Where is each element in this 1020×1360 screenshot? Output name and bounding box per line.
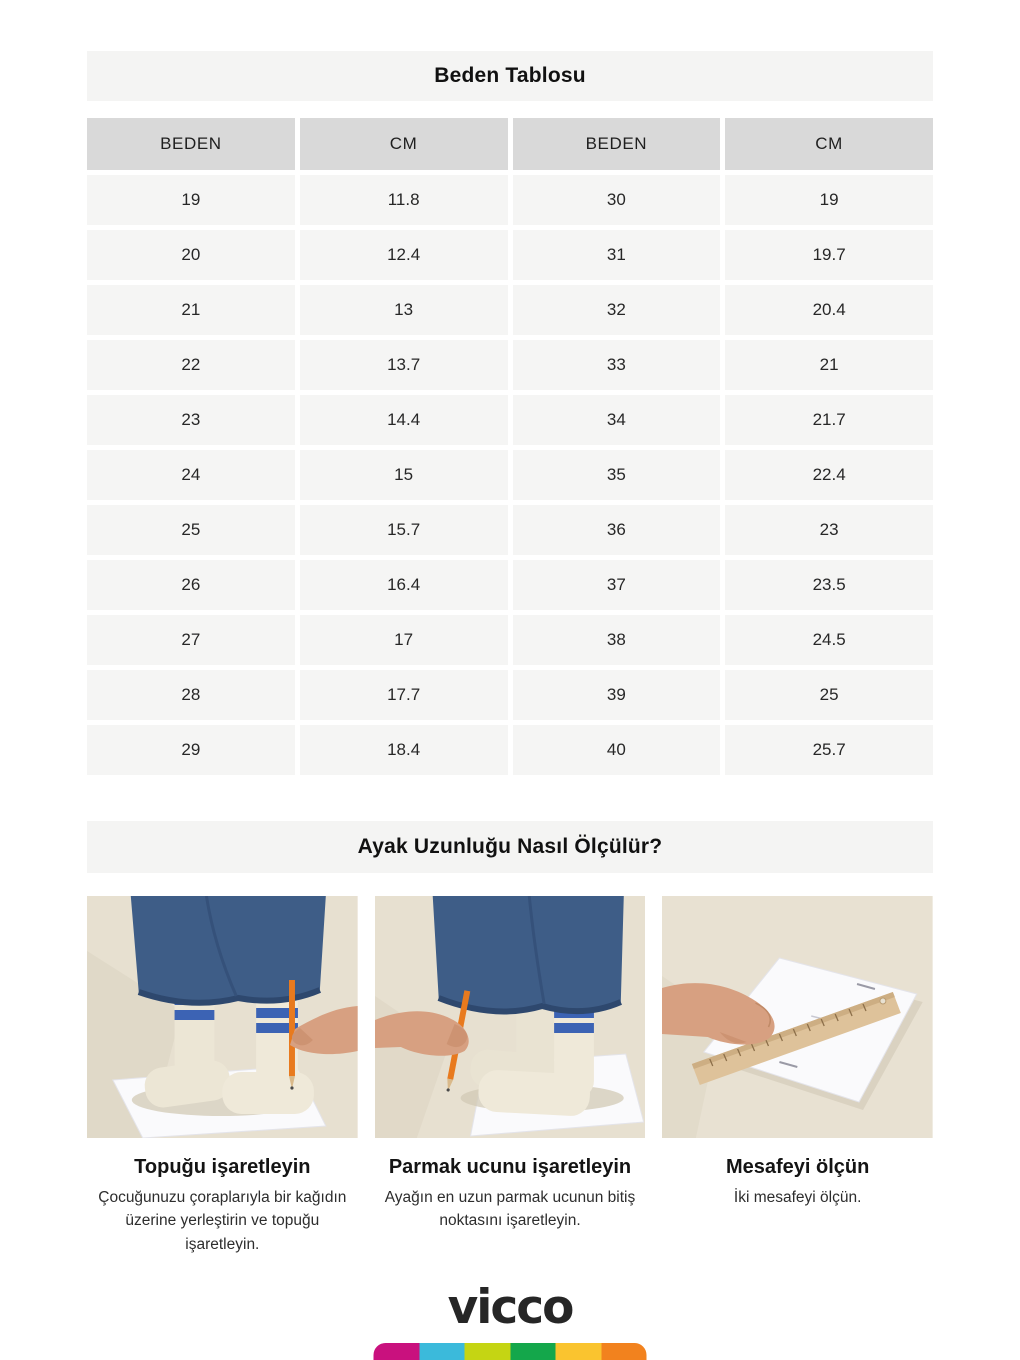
table-cell: 29 (87, 725, 295, 775)
mark-toe-photo (375, 896, 646, 1138)
table-row (87, 670, 933, 720)
table-cell: 31 (513, 230, 721, 280)
table-cell: 19 (725, 175, 933, 225)
howto-title-bar (87, 821, 933, 873)
table-cell: 15.7 (300, 505, 508, 555)
table-cell: 14.4 (300, 395, 508, 445)
table-cell: 23 (87, 395, 295, 445)
table-header-cell: CM (725, 118, 933, 170)
step-heading: Topuğu işaretleyin (134, 1156, 311, 1178)
table-row (87, 725, 933, 775)
step-heading: Mesafeyi ölçün (725, 1156, 870, 1178)
brand-color-bar (374, 1343, 647, 1360)
table-row (87, 230, 933, 280)
table-cell: 25.7 (725, 725, 933, 775)
table-row (87, 395, 933, 445)
step-mark-toe (375, 896, 646, 1256)
mark-heel-illustration (87, 896, 358, 1138)
step-measure-distance (662, 896, 933, 1256)
step-description: İki mesafeyi ölçün. (733, 1189, 862, 1206)
table-cell: 19 (87, 175, 295, 225)
measure-distance-photo (662, 896, 933, 1138)
table-cell: 13 (300, 285, 508, 335)
table-cell: 18.4 (300, 725, 508, 775)
brand-bar-segment (374, 1343, 420, 1360)
table-row (87, 450, 933, 500)
brand-bar-segment (465, 1343, 511, 1360)
table-cell: 16.4 (300, 560, 508, 610)
table-cell: 17.7 (300, 670, 508, 720)
table-cell: 40 (513, 725, 721, 775)
table-cell: 20.4 (725, 285, 933, 335)
table-cell: 24 (87, 450, 295, 500)
table-row (87, 175, 933, 225)
table-cell: 24.5 (725, 615, 933, 665)
table-cell: 26 (87, 560, 295, 610)
size-chart-title-bar (87, 51, 933, 101)
step-description: Ayağın en uzun parmak ucunun bitiş noktasını işaretleyin. (384, 1189, 636, 1230)
table-cell: 20 (87, 230, 295, 280)
table-cell: 25 (725, 670, 933, 720)
table-cell: 32 (513, 285, 721, 335)
table-row (87, 615, 933, 665)
table-row (87, 560, 933, 610)
brand-bar-segment (510, 1343, 556, 1360)
table-cell: 23 (725, 505, 933, 555)
step-description: Çocuğunuzu çoraplarıyla bir kağıdın üzerine yerleştirin ve topuğu işaretleyin. (98, 1189, 347, 1253)
table-cell: 11.8 (300, 175, 508, 225)
table-cell: 34 (513, 395, 721, 445)
size-table-header (87, 118, 933, 170)
mark-heel-photo (87, 896, 358, 1138)
table-cell: 36 (513, 505, 721, 555)
howto-steps (87, 896, 933, 1256)
table-header-cell: CM (300, 118, 508, 170)
table-cell: 22.4 (725, 450, 933, 500)
table-cell: 22 (87, 340, 295, 390)
table-header-cell: BEDEN (87, 118, 295, 170)
howto-title: Ayak Uzunluğu Nasıl Ölçülür? (357, 835, 663, 858)
table-cell: 25 (87, 505, 295, 555)
table-row (87, 285, 933, 335)
brand-bar-segment (419, 1343, 465, 1360)
table-cell: 39 (513, 670, 721, 720)
table-cell: 21.7 (725, 395, 933, 445)
table-cell: 37 (513, 560, 721, 610)
table-cell: 30 (513, 175, 721, 225)
step-heading: Parmak ucunu işaretleyin (388, 1156, 632, 1178)
table-cell: 33 (513, 340, 721, 390)
table-cell: 21 (725, 340, 933, 390)
table-cell: 21 (87, 285, 295, 335)
size-chart-title: Beden Tablosu (434, 64, 586, 87)
size-table-body (87, 175, 933, 775)
table-cell: 17 (300, 615, 508, 665)
table-header-cell: BEDEN (513, 118, 721, 170)
table-cell: 23.5 (725, 560, 933, 610)
vicco-logo: vicco (447, 1280, 573, 1335)
measure-distance-illustration (662, 896, 933, 1138)
table-row (87, 505, 933, 555)
table-cell: 15 (300, 450, 508, 500)
table-cell: 13.7 (300, 340, 508, 390)
table-cell: 12.4 (300, 230, 508, 280)
table-cell: 19.7 (725, 230, 933, 280)
table-cell: 38 (513, 615, 721, 665)
table-row (87, 340, 933, 390)
brand-bar-segment (556, 1343, 602, 1360)
table-cell: 35 (513, 450, 721, 500)
mark-toe-illustration (375, 896, 646, 1138)
brand-bar-segment (601, 1343, 647, 1360)
table-cell: 28 (87, 670, 295, 720)
table-cell: 27 (87, 615, 295, 665)
step-mark-heel (87, 896, 358, 1256)
